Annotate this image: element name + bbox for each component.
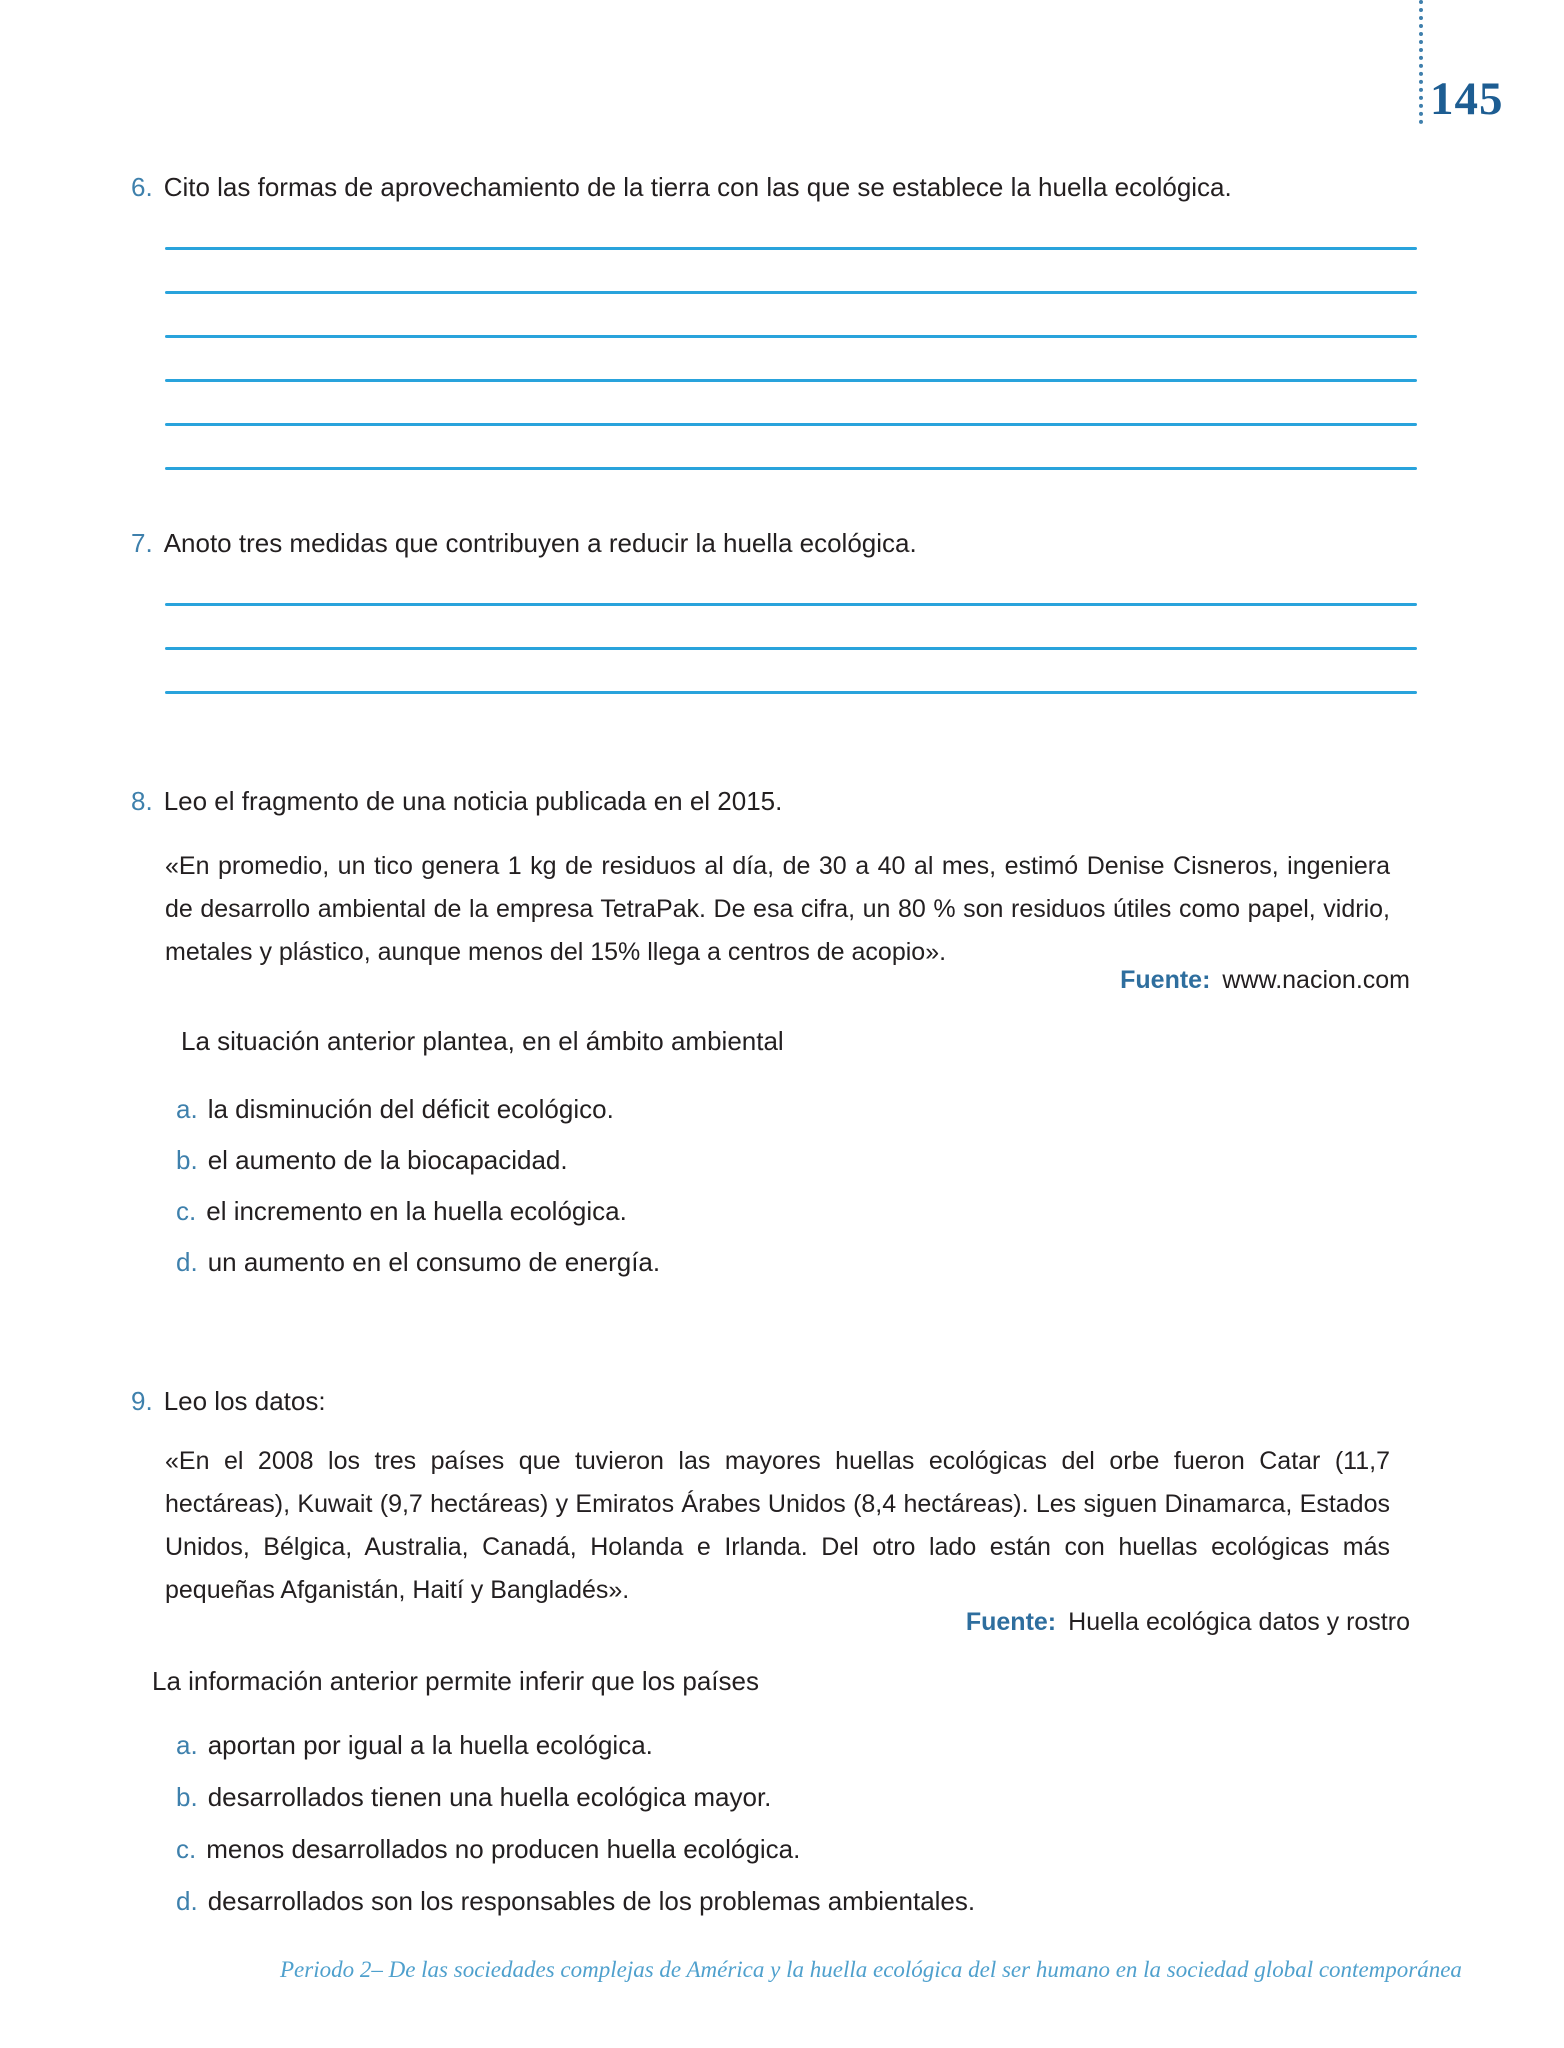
option-text: desarrollados tienen una huella ecológica mayor. [207,1782,772,1812]
question-7-answer-lines [165,603,1417,735]
option-letter: c. [176,1834,197,1864]
option-row [176,1249,660,1276]
option-letter: d. [176,1886,198,1916]
question-9-text: Leo los datos: [163,1386,326,1416]
question-7-number: 7. [131,528,153,558]
option-text: aportan por igual a la huella ecológica. [207,1730,653,1760]
answer-line [165,467,1417,470]
option-letter: b. [176,1145,198,1175]
option-row [176,1732,975,1759]
answer-line [165,647,1417,650]
question-8-number: 8. [131,786,153,816]
option-text: un aumento en el consumo de energía. [207,1247,661,1277]
question-9-stem: La información anterior permite inferir que los países [152,1666,759,1696]
option-letter: d. [176,1247,198,1277]
source-label: Fuente: [1120,966,1211,994]
source-text: www.nacion.com [1222,966,1410,994]
question-8-stem: La situación anterior plantea, en el ámbito ambiental [181,1026,784,1056]
question-8-quote: «En promedio, un tico genera 1 kg de residuos al día, de 30 a 40 al mes, estimó Denise Cisneros, ingeniera de desarrollo ambiental de la empresa TetraPak. De esa cifra, un 80 % son residuos útiles como papel, vidrio, metales y plástico, aunque menos del 15% llega a centros de acopio». [165,852,1390,966]
option-row [176,1147,660,1174]
answer-line [165,603,1417,606]
question-6-title [131,172,1232,203]
question-6-answer-lines [165,247,1417,511]
option-text: el aumento de la biocapacidad. [207,1145,568,1175]
question-8-options [176,1096,660,1300]
option-letter: b. [176,1782,198,1812]
option-text: desarrollados son los responsables de los problemas ambientales. [207,1886,976,1916]
question-8-source [165,966,1410,995]
option-row [176,1198,660,1225]
question-9-number: 9. [131,1386,153,1416]
source-label: Fuente: [965,1608,1057,1636]
question-6-text: Cito las formas de aprovechamiento de la tierra con las que se establece la huella ecológica. [163,172,1232,202]
answer-line [165,423,1417,426]
option-row [176,1888,975,1915]
question-8-text: Leo el fragmento de una noticia publicada en el 2015. [163,786,783,816]
answer-line [165,379,1417,382]
question-9-source [165,1608,1410,1637]
dotted-margin-rule-top [1419,0,1423,124]
option-text: menos desarrollados no producen huella ecológica. [206,1834,801,1864]
question-9-options [176,1732,975,1940]
page-footer: Periodo 2– De las sociedades complejas de América y la huella ecológica del ser humano en la sociedad global contemporánea [280,1957,1462,1982]
option-text: el incremento en la huella ecológica. [206,1196,627,1226]
question-8-title [131,786,782,817]
option-text: la disminución del déficit ecológico. [207,1094,614,1124]
option-letter: a. [176,1094,198,1124]
source-text: Huella ecológica datos y rostro [1068,1608,1410,1636]
question-7-text: Anoto tres medidas que contribuyen a reducir la huella ecológica. [163,528,917,558]
answer-line [165,335,1417,338]
option-row [176,1096,660,1123]
answer-line [165,247,1417,250]
answer-line [165,691,1417,694]
answer-line [165,291,1417,294]
question-6-number: 6. [131,172,153,202]
page-number: 145 [1430,73,1504,125]
option-letter: a. [176,1730,198,1760]
option-letter: c. [176,1196,197,1226]
question-7-title [131,528,917,559]
option-row [176,1784,975,1811]
question-9-title [131,1386,326,1417]
option-row [176,1836,975,1863]
question-9-quote: «En el 2008 los tres países que tuvieron las mayores huellas ecológicas del orbe fueron Catar (11,7 hectáreas), Kuwait (9,7 hectáreas) y Emiratos Árabes Unidos (8,4 hectáreas). Les siguen Dinamarca, Estados Unidos, Bélgica, Australia, Canadá, Holanda e Irlanda. Del otro lado están con huellas ecológicas más pequeñas Afganistán, Haití y Bangladés». [165,1447,1390,1604]
